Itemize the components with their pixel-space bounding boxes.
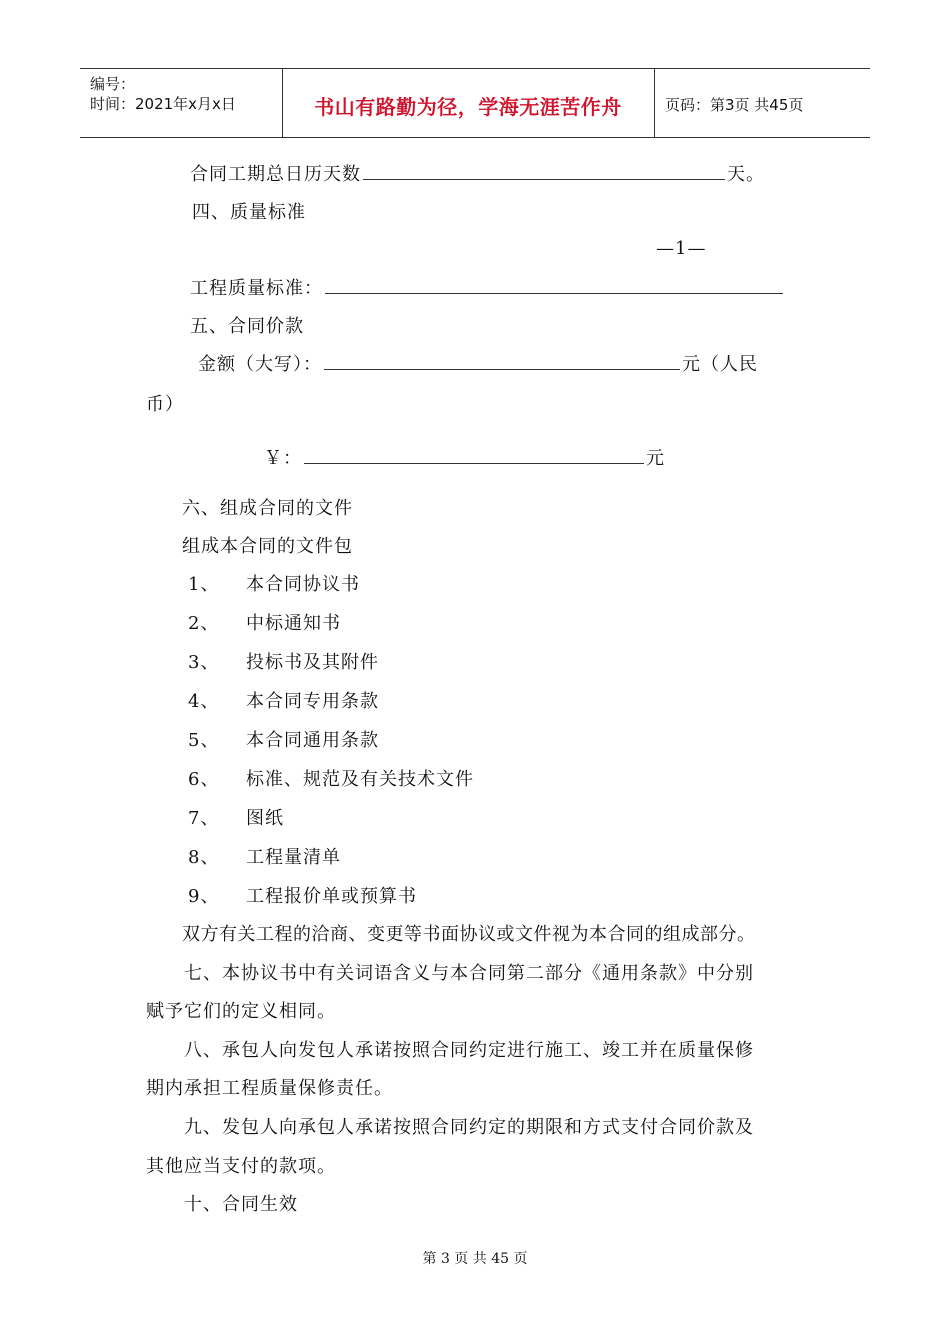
section-8-line-1: 八、承包人向发包人承诺按照合同约定进行施工、竣工并在质量保修 bbox=[184, 1040, 754, 1061]
list-item bbox=[188, 882, 417, 908]
list-item-text: 工程报价单或预算书 bbox=[246, 886, 417, 907]
section-4-heading: 四、质量标准 bbox=[192, 202, 306, 223]
page-footer: 第 3 页 共 45 页 bbox=[422, 1251, 528, 1267]
list-item bbox=[188, 726, 379, 752]
amount-suffix: 元（人民 bbox=[682, 354, 758, 375]
list-item-number: 9、 bbox=[188, 886, 220, 907]
section-7-line-2: 赋予它们的定义相同。 bbox=[146, 1001, 336, 1022]
docs-note: 双方有关工程的洽商、变更等书面协议或文件视为本合同的组成部分。 bbox=[182, 924, 756, 945]
list-item-text: 图纸 bbox=[246, 808, 284, 829]
list-item-text: 中标通知书 bbox=[246, 613, 341, 634]
list-item-number: 1、 bbox=[188, 574, 220, 595]
amount-label: 金额（大写）： bbox=[198, 354, 322, 375]
list-item bbox=[188, 843, 341, 869]
yen-line bbox=[264, 444, 665, 470]
list-item-number: 4、 bbox=[188, 691, 220, 712]
list-item-number: 6、 bbox=[188, 769, 220, 790]
duration-blank bbox=[363, 162, 725, 180]
duration-line bbox=[190, 160, 765, 186]
section-10-heading: 十、合同生效 bbox=[184, 1194, 298, 1215]
list-item-text: 投标书及其附件 bbox=[246, 652, 379, 673]
yen-blank bbox=[304, 446, 644, 464]
section-8-line-2: 期内承担工程质量保修责任。 bbox=[146, 1078, 393, 1099]
list-item-text: 本合同专用条款 bbox=[246, 691, 379, 712]
list-item-text: 本合同通用条款 bbox=[246, 730, 379, 751]
section-9-line-2: 其他应当支付的款项。 bbox=[146, 1156, 336, 1177]
section-6-heading: 六、组成合同的文件 bbox=[182, 498, 353, 519]
list-item-number: 7、 bbox=[188, 808, 220, 829]
amount-continuation: 币） bbox=[146, 394, 184, 415]
list-item-text: 标准、规范及有关技术文件 bbox=[246, 769, 474, 790]
duration-suffix: 天。 bbox=[727, 164, 765, 185]
list-item-number: 5、 bbox=[188, 730, 220, 751]
amount-blank bbox=[324, 352, 680, 370]
list-item-number: 2、 bbox=[188, 613, 220, 634]
list-item bbox=[188, 648, 379, 674]
serial-label: 编号： bbox=[90, 75, 136, 93]
header-page-cell bbox=[655, 69, 870, 137]
section-5-heading: 五、合同价款 bbox=[190, 316, 304, 337]
section-7-line-1: 七、本协议书中有关词语含义与本合同第二部分《通用条款》中分别 bbox=[184, 963, 754, 984]
list-item-number: 3、 bbox=[188, 652, 220, 673]
amount-line bbox=[198, 350, 758, 376]
yen-suffix: 元 bbox=[646, 448, 665, 469]
quality-line bbox=[190, 274, 785, 300]
list-item bbox=[188, 609, 341, 635]
quality-blank bbox=[325, 276, 783, 294]
yen-label: ￥： bbox=[264, 448, 302, 469]
header-meta bbox=[80, 69, 283, 137]
page-marker: —1— bbox=[656, 238, 707, 259]
list-item bbox=[188, 570, 360, 596]
list-item-text: 工程量清单 bbox=[246, 847, 341, 868]
header-motto-cell bbox=[282, 69, 655, 137]
list-item bbox=[188, 687, 379, 713]
quality-label: 工程质量标准： bbox=[190, 278, 323, 299]
header-page-info: 页码：第3页 共45页 bbox=[665, 96, 804, 114]
section-9-line-1: 九、发包人向承包人承诺按照合同约定的期限和方式支付合同价款及 bbox=[184, 1117, 754, 1138]
list-item bbox=[188, 804, 284, 830]
time-label: 时间：2021年x月x日 bbox=[90, 95, 236, 113]
list-item-number: 8、 bbox=[188, 847, 220, 868]
page-header bbox=[80, 68, 870, 138]
duration-label: 合同工期总日历天数 bbox=[190, 164, 361, 185]
list-item-text: 本合同协议书 bbox=[246, 574, 360, 595]
list-item bbox=[188, 765, 474, 791]
docs-intro: 组成本合同的文件包 bbox=[182, 536, 353, 557]
header-motto: 书山有路勤为径，学海无涯苦作舟 bbox=[314, 95, 622, 119]
